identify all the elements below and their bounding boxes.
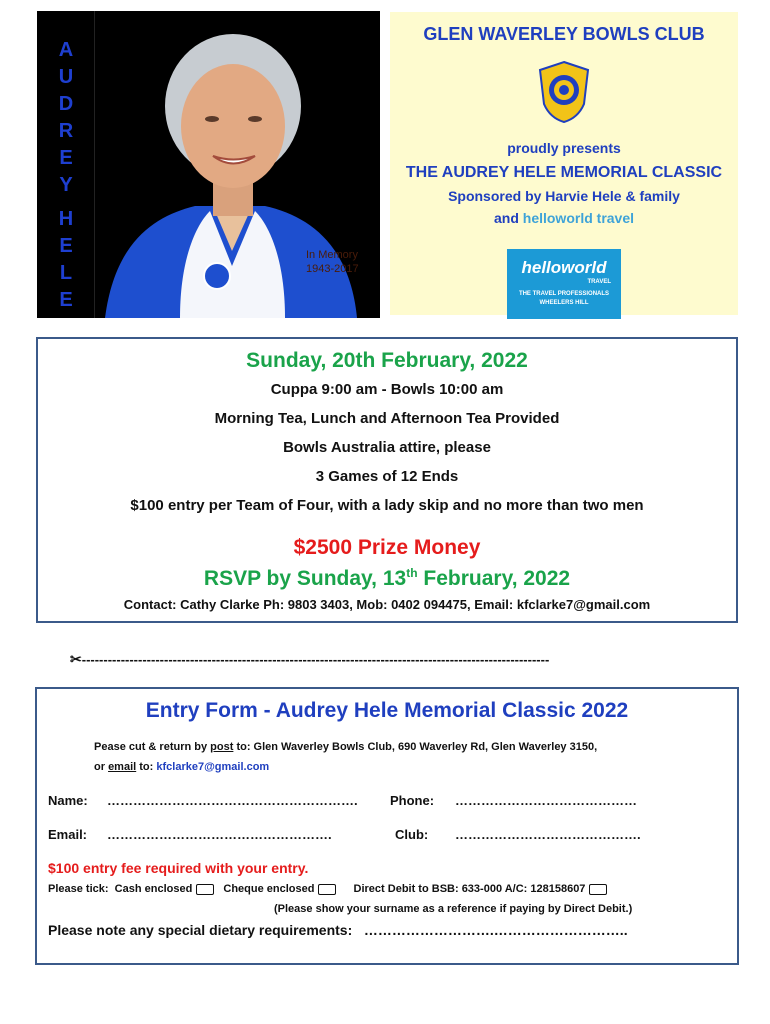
vertical-name-column bbox=[38, 11, 95, 318]
entry-form bbox=[35, 687, 739, 965]
event-detail: Cuppa 9:00 am - Bowls 10:00 am bbox=[270, 381, 504, 398]
scissors-icon: ✂ bbox=[70, 651, 82, 667]
debit-note: (Please show your surname as a reference if paying by Direct Debit.) bbox=[274, 903, 633, 915]
name-letter: D bbox=[58, 93, 74, 115]
instr-to: to: bbox=[136, 761, 157, 773]
memory-years: 1943-2017 bbox=[306, 263, 359, 275]
instr-or: or bbox=[94, 761, 109, 773]
helloworld-logo bbox=[507, 249, 621, 319]
in-memory-caption bbox=[306, 248, 359, 276]
rsvp-ordinal: th bbox=[406, 566, 418, 580]
contact-info: Contact: Cathy Clarke Ph: 9803 3403, Mob: 0402 094475, Email: kfclarke7@gmail.com bbox=[123, 597, 651, 612]
event-detail: $100 entry per Team of Four, with a lady skip and no more than two men bbox=[130, 497, 644, 514]
instr-email-word: email bbox=[108, 761, 137, 773]
email-address-link[interactable]: kfclarke7@gmail.com bbox=[156, 761, 270, 773]
option-cash: Cash enclosed bbox=[114, 883, 193, 895]
option-direct-debit: Direct Debit to BSB: 633-000 A/C: 128158607 bbox=[353, 883, 586, 895]
dietary-requirements bbox=[48, 922, 628, 938]
logo-name: helloworld bbox=[521, 258, 607, 277]
logo-location: WHEELERS HILL bbox=[539, 300, 589, 306]
club-label: Club: bbox=[395, 827, 429, 842]
event-date: Sunday, 20th February, 2022 bbox=[246, 349, 528, 372]
direct-debit-checkbox[interactable] bbox=[589, 884, 607, 895]
cut-line bbox=[70, 651, 700, 669]
name-letter: E bbox=[59, 235, 73, 257]
option-cheque: Cheque enclosed bbox=[223, 883, 315, 895]
prize-money: $2500 Prize Money bbox=[293, 536, 481, 559]
cut-dashes: ------------------------------------------------------------------------------------------------------------ bbox=[81, 652, 550, 667]
instr-text: Pease cut & return by bbox=[94, 741, 211, 753]
club-field[interactable]: ……………………………………. bbox=[455, 827, 641, 842]
club-title: GLEN WAVERLEY BOWLS CLUB bbox=[423, 24, 705, 44]
tick-label: Please tick: bbox=[48, 883, 109, 895]
rsvp-suffix: February, 2022 bbox=[417, 567, 571, 590]
logo-sub: TRAVEL bbox=[587, 279, 611, 285]
event-detail: 3 Games of 12 Ends bbox=[315, 468, 459, 485]
return-instructions bbox=[94, 741, 597, 753]
presents-line: proudly presents bbox=[507, 140, 621, 156]
instr-address: to: Glen Waverley Bowls Club, 690 Waverley Rd, Glen Waverley 3150, bbox=[233, 741, 598, 753]
email-label: Email: bbox=[48, 827, 88, 842]
name-letter: U bbox=[58, 66, 74, 88]
memory-line: In Memory bbox=[306, 249, 358, 261]
event-detail: Bowls Australia attire, please bbox=[283, 439, 491, 456]
name-letter: L bbox=[59, 262, 73, 284]
name-label: Name: bbox=[48, 793, 88, 808]
name-letter: H bbox=[58, 208, 74, 230]
name-letter: E bbox=[59, 289, 73, 311]
name-letter: Y bbox=[59, 174, 73, 196]
payment-options bbox=[48, 883, 613, 895]
email-instructions bbox=[94, 761, 269, 773]
name-letter: R bbox=[58, 120, 74, 142]
rsvp-deadline bbox=[38, 566, 736, 591]
name-letter: A bbox=[58, 39, 74, 61]
cheque-checkbox[interactable] bbox=[318, 884, 336, 895]
fee-notice: $100 entry fee required with your entry. bbox=[48, 860, 309, 876]
club-crest-icon bbox=[538, 60, 590, 124]
phone-field[interactable]: …………………………………… bbox=[455, 793, 637, 808]
event-details-box bbox=[36, 337, 738, 623]
phone-label: Phone: bbox=[390, 793, 435, 808]
instr-post: post bbox=[210, 741, 234, 753]
form-title: Entry Form - Audrey Hele Memorial Classic 2022 bbox=[145, 699, 629, 722]
diet-label: Please note any special dietary requirements: bbox=[48, 922, 353, 938]
name-letter: E bbox=[59, 147, 73, 169]
sponsor-line: Sponsored by Harvie Hele & family bbox=[448, 188, 680, 204]
event-detail: Morning Tea, Lunch and Afternoon Tea Provided bbox=[214, 410, 560, 427]
sponsor-brand: helloworld travel bbox=[522, 210, 635, 226]
cash-checkbox[interactable] bbox=[196, 884, 214, 895]
diet-field[interactable]: ……………………….……………………….. bbox=[363, 922, 628, 938]
sponsor-line-2 bbox=[390, 210, 738, 226]
logo-tagline: THE TRAVEL PROFESSIONALS bbox=[518, 291, 610, 297]
club-announcement-panel bbox=[390, 12, 738, 315]
sponsor-prefix: and bbox=[493, 210, 519, 226]
name-field[interactable]: …………………………………………………. bbox=[107, 793, 358, 808]
event-name: THE AUDREY HELE MEMORIAL CLASSIC bbox=[405, 164, 723, 181]
email-field[interactable]: ……………………………………………. bbox=[107, 827, 332, 842]
rsvp-prefix: RSVP by Sunday, 13 bbox=[203, 567, 407, 590]
